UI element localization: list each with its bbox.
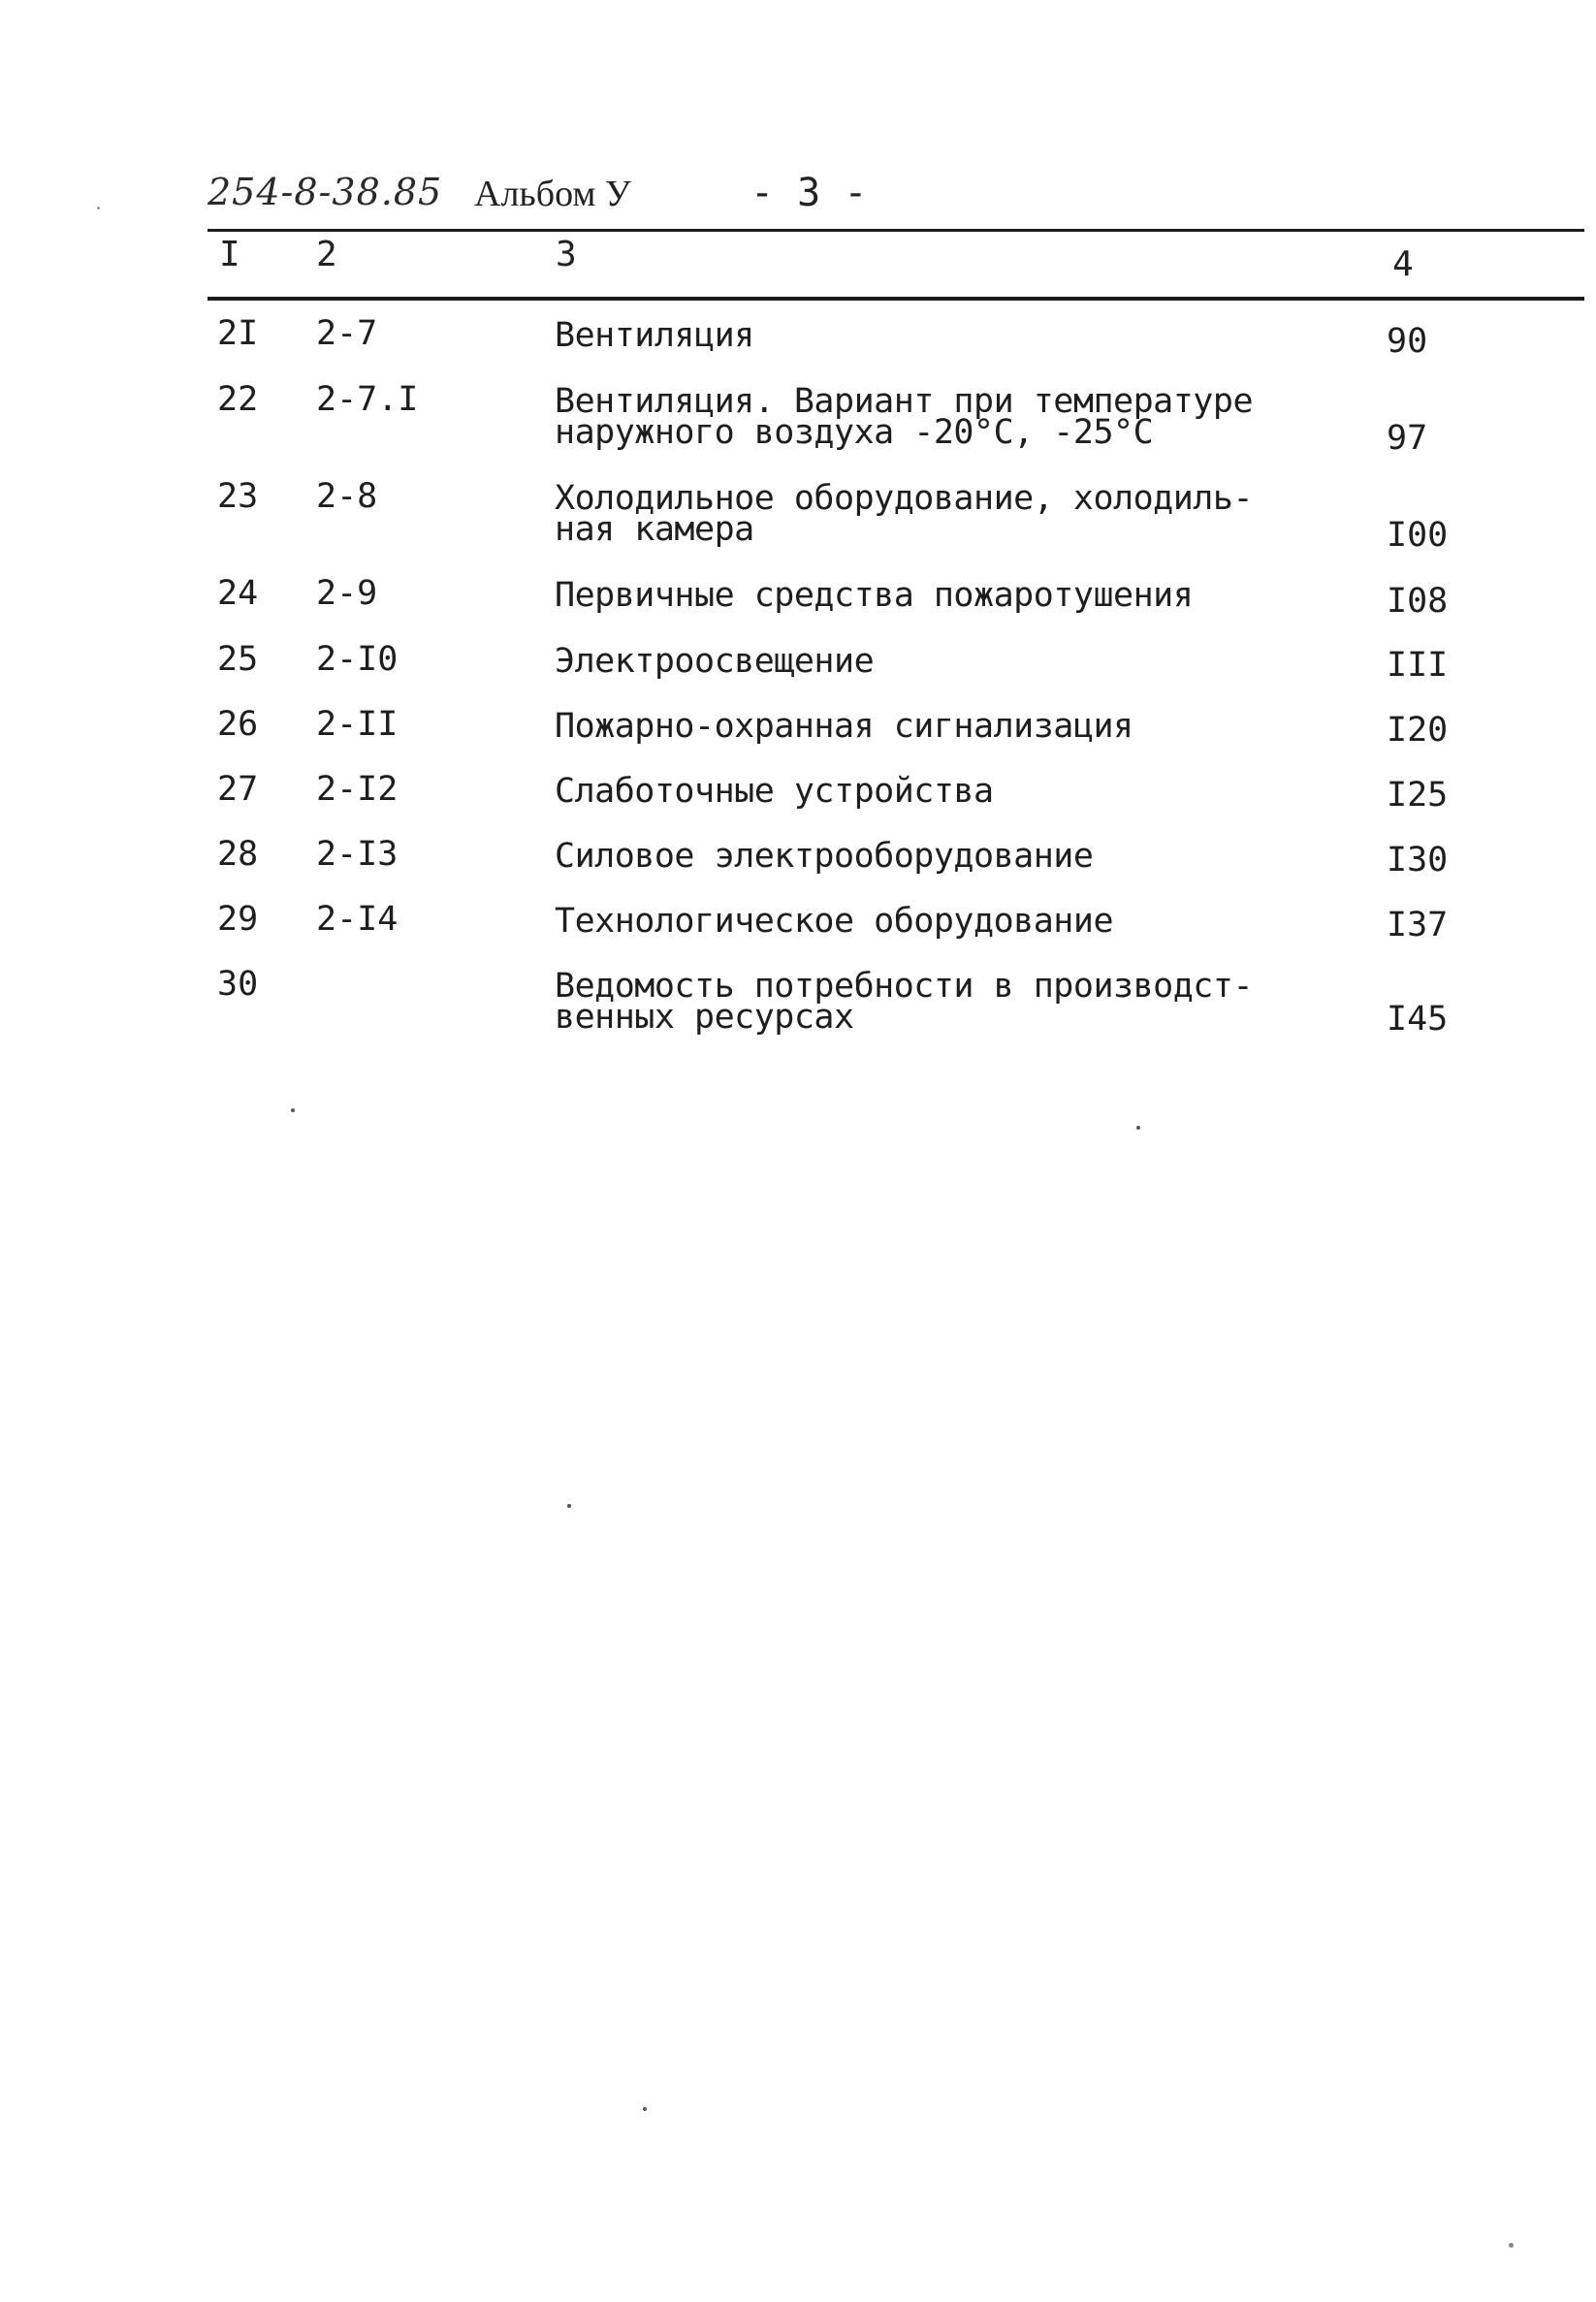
row-page: I00 (1387, 516, 1449, 555)
row-page: I45 (1387, 1000, 1449, 1039)
row-sheet: 2-9 (316, 574, 378, 613)
row-title: Слаботочные устройства (555, 772, 994, 811)
row-title: Вентиляция. Вариант при температуре наружного воздуха -20°С, -25°С (555, 382, 1254, 452)
row-sheet: 2-7 (316, 314, 378, 353)
row-number: 25 (217, 640, 259, 679)
row-title: Вентиляция (555, 316, 754, 355)
row-title: Силовое электрооборудование (555, 837, 1094, 876)
row-title: Пожарно-охранная сигнализация (555, 707, 1133, 746)
row-page: I08 (1387, 582, 1449, 621)
page-header (207, 163, 1584, 221)
row-number: 30 (217, 965, 259, 1004)
row-page: I30 (1387, 841, 1449, 879)
row-title: Ведомость потребности в производст- венных ресурсах (555, 967, 1254, 1037)
row-page: I20 (1387, 711, 1449, 750)
document-code: 254-8-38.85 (207, 171, 443, 213)
row-number: 24 (217, 574, 259, 613)
row-sheet: 2-II (316, 705, 399, 744)
row-number: 2I (217, 314, 259, 353)
row-sheet: 2-I4 (316, 900, 399, 939)
scan-speck (291, 1108, 295, 1112)
row-page: 97 (1387, 419, 1428, 458)
row-title: Электроосвещение (555, 642, 875, 681)
scan-speck (1509, 2243, 1514, 2248)
row-sheet: 2-I2 (316, 770, 399, 809)
scan-speck (1136, 1126, 1140, 1130)
row-number: 23 (217, 477, 259, 516)
row-number: 27 (217, 770, 259, 809)
row-title: Холодильное оборудование, холодиль- ная камера (555, 479, 1254, 549)
row-page: III (1387, 646, 1449, 685)
album-label: Альбом У (474, 174, 631, 214)
row-number: 29 (217, 900, 259, 939)
row-sheet: 2-I0 (316, 640, 399, 679)
row-number: 22 (217, 380, 259, 419)
scan-speck (97, 207, 100, 209)
row-sheet: 2-I3 (316, 835, 399, 874)
row-number: 28 (217, 835, 259, 874)
page-number: - 3 - (750, 171, 868, 215)
column-header-3: 3 (556, 235, 577, 274)
row-sheet: 2-8 (316, 477, 378, 516)
row-page: I37 (1387, 906, 1449, 944)
row-page: 90 (1387, 322, 1428, 361)
column-header-4: 4 (1392, 244, 1414, 284)
scan-speck (567, 1504, 571, 1508)
row-title: Первичные средства пожаротушения (555, 576, 1194, 615)
row-number: 26 (217, 705, 259, 744)
row-title: Технологическое оборудование (555, 902, 1114, 941)
header-top-rule (207, 229, 1584, 232)
scan-speck (643, 2107, 647, 2111)
column-header-1: I (219, 235, 240, 274)
column-header-2: 2 (316, 235, 337, 274)
row-sheet: 2-7.I (316, 380, 419, 419)
header-bottom-rule (207, 297, 1584, 301)
row-page: I25 (1387, 776, 1449, 815)
